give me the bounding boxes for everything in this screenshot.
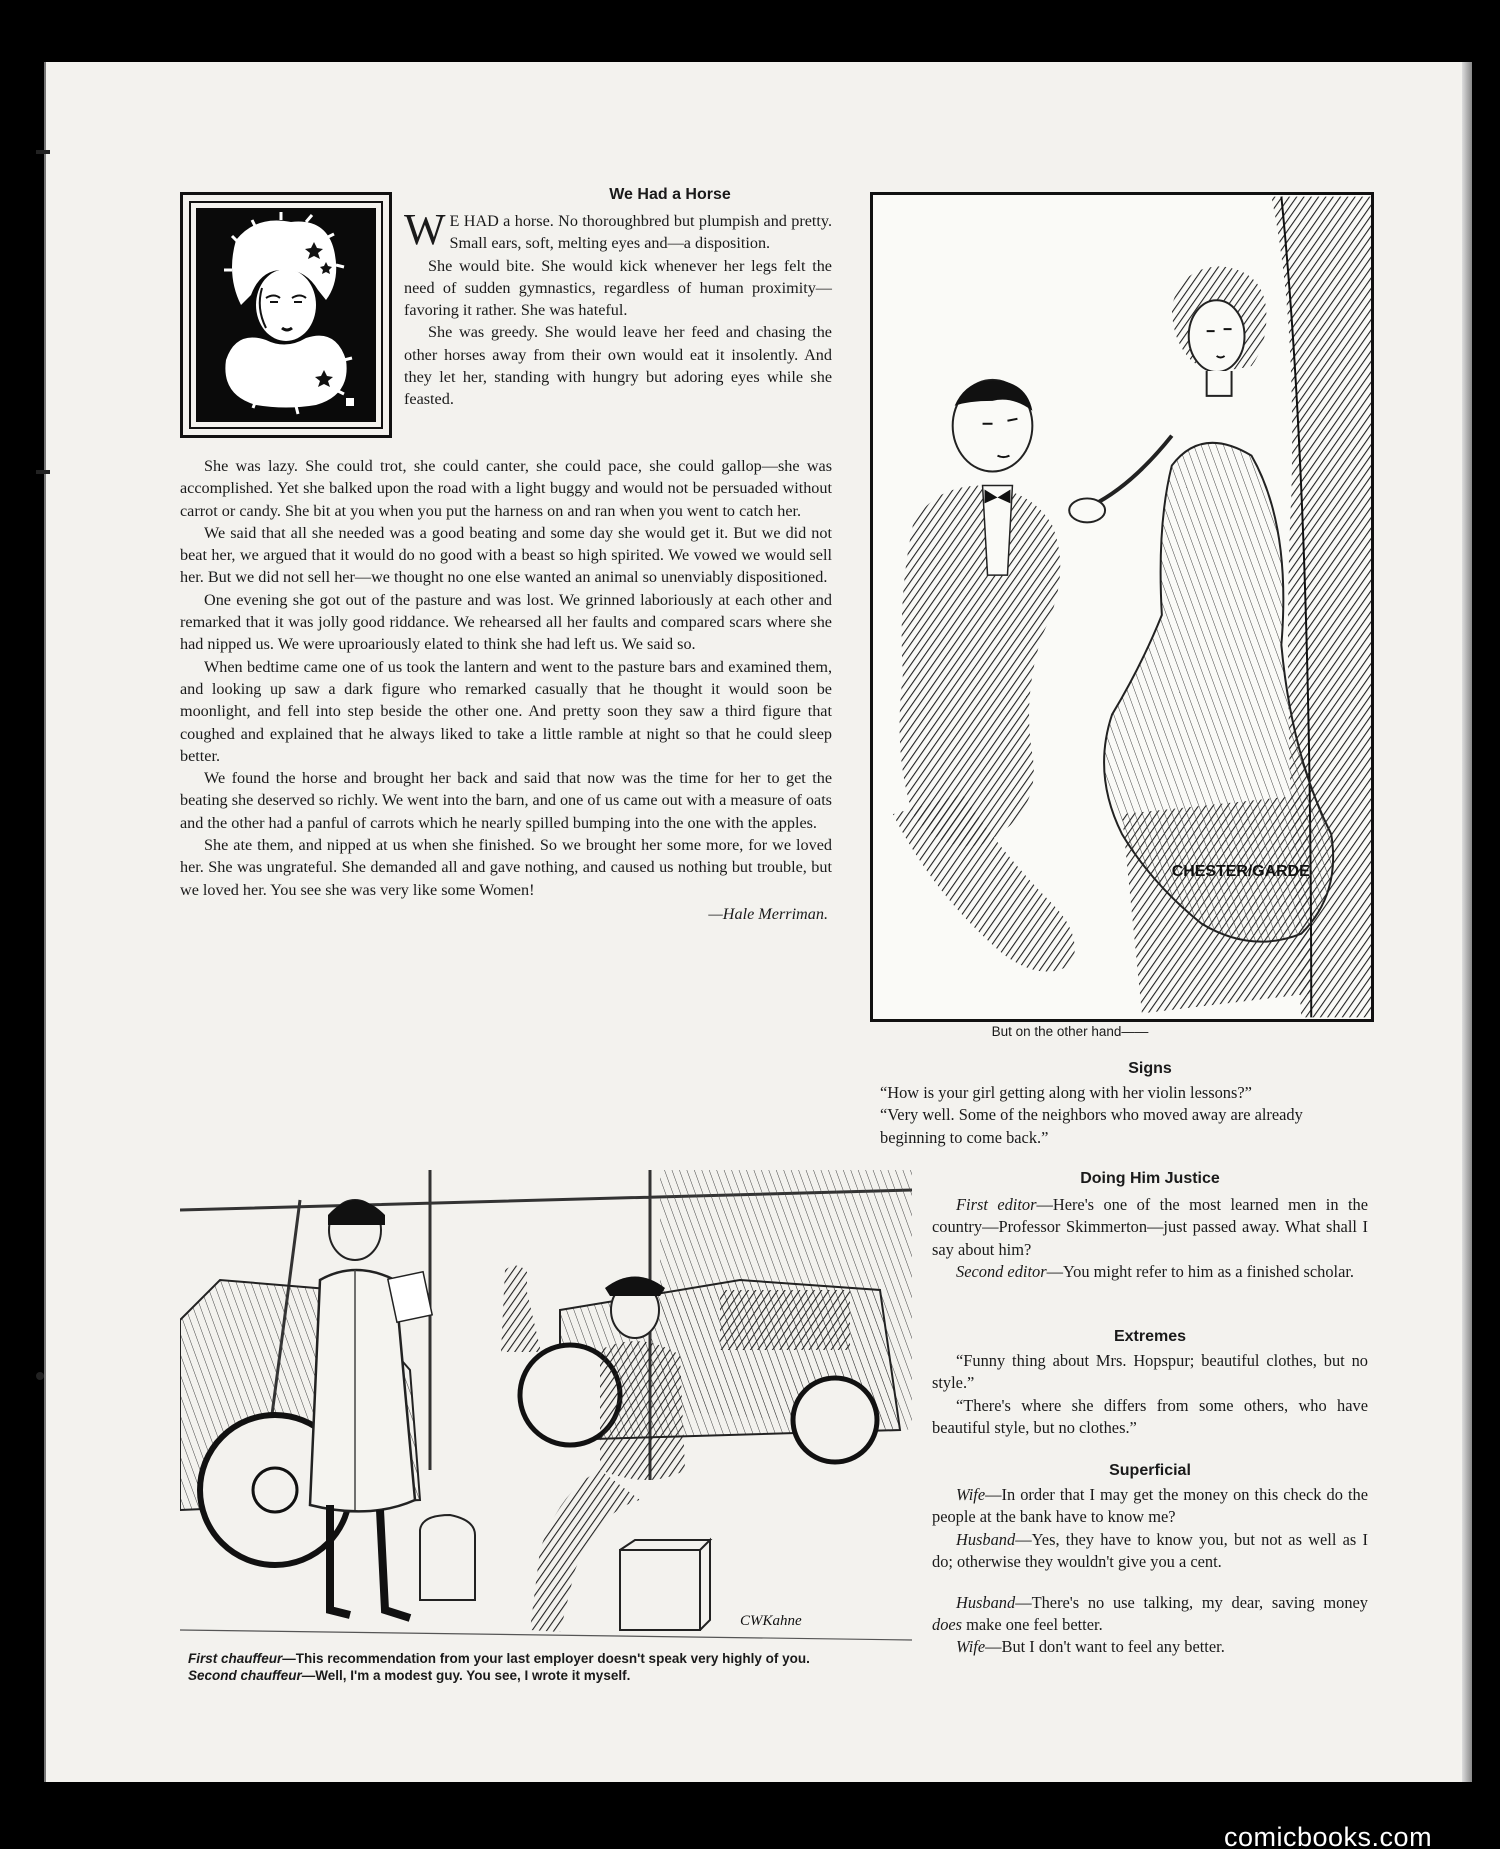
binding-mark [36, 470, 50, 474]
illustration-caption [188, 1650, 928, 1684]
superficial-joke [932, 1484, 1368, 1659]
joke-line: —There's no use talking, my dear, saving money [1015, 1592, 1368, 1612]
joke-line: —In order that I may get the money on this check do the people at the bank have to know me? [932, 1485, 1368, 1527]
woman-portrait-image [196, 208, 376, 422]
joke-line: make one feel better. [962, 1615, 1103, 1635]
justice-joke [932, 1194, 1368, 1284]
chauffeurs-illustration [180, 1160, 912, 1670]
joke-line: “Funny thing about Mrs. Hopspur; beautiful clothes, but no style.” [932, 1351, 1368, 1393]
story-paragraph: She was greedy. She would leave her feed and chasing the other horses away from their own would eat it insolently. And they let her, standing with hungry but adoring eyes while she feasted. [404, 323, 832, 409]
illustration-signature: CWKahne [740, 1613, 802, 1629]
story-column-wide [180, 455, 832, 925]
drop-cap: W [404, 205, 446, 254]
extremes-joke [932, 1350, 1368, 1440]
story-column-top [404, 205, 832, 411]
caption-line: —Well, I'm a modest guy. You see, I wrote it myself. [301, 1668, 631, 1683]
joke-line: —Yes, they have to know you, but not as well as I do; otherwise they wouldn't give you a cent. [932, 1529, 1368, 1572]
binding-mark [36, 1372, 44, 1380]
story-paragraph: We found the horse and brought her back and said that now was the time for her to get the beating she deserved so richly. We went into the barn, and one of us came out with a measure of oats and the other had a panful of carrots which he nearly spilled bumping into the one with the apples. [180, 769, 832, 832]
illustration-caption: But on the other hand—— [991, 1024, 1149, 1039]
story-title: We Had a Horse [609, 186, 731, 203]
story-byline: —Hale Merriman. [708, 904, 828, 923]
kneeling-man-illustration [870, 192, 1374, 1022]
speaker-label: First chauffeur [188, 1651, 283, 1666]
joke-line: —You might refer to him as a finished scholar. [1046, 1262, 1355, 1282]
binding-mark [36, 150, 50, 154]
joke-line: “How is your girl getting along with her violin lessons?” [880, 1083, 1252, 1102]
story-paragraph: She would bite. She would kick whenever her legs felt the need of sudden gymnastics, regardless of human proximity—favoring it rather. She was hateful. [404, 256, 832, 320]
extremes-title: Extremes [1113, 1328, 1187, 1345]
joke-line: —But I don't want to feel any better. [985, 1637, 1225, 1657]
speaker-label: Second editor [956, 1262, 1047, 1282]
joke-line: —Here's one of the most learned men in the country—Professor Skimmerton—just passed away. What shall I say about him? [932, 1195, 1368, 1259]
speaker-label: Wife [956, 1637, 986, 1657]
story-paragraph: E HAD a horse. No thoroughbred but plumpish and pretty. Small ears, soft, melting eyes and—a disposition. [449, 212, 832, 253]
story-paragraph: We said that all she needed was a good beating and some day she would get it. But we did not beat her, we argued that it would do no good with a beast so high spirited. We vowed we would sell her. But we did not sell her—we thought no one else wanted an animal so unenviably dispositioned. [180, 523, 832, 587]
site-watermark: comicbooks.com [1224, 1822, 1433, 1849]
story-paragraph: She was lazy. She could trot, she could canter, she could pace, she could gallop—she was accomplished. Yet she balked upon the road with a light buggy and would not be persuaded without carrot or candy. She bit at you when you put the harness on and ran when you went to catch her. [180, 457, 832, 520]
signs-joke [880, 1082, 1370, 1149]
story-paragraph: One evening she got out of the pasture and was lost. We grinned laboriously at each other and remarked that it was jolly good riddance. We rehearsed all her faults and compared scars where she had nipped us. We were uproariously elated to think she had left us. We said so. [180, 590, 832, 654]
story-paragraph: She ate them, and nipped at us when she finished. So we brought her some more, for we loved her. She was ungrateful. She demanded all and gave nothing, and caused us nothing but trouble, but we loved her. You see she was very like some Women! [180, 836, 832, 899]
speaker-label: Second chauffeur [188, 1668, 302, 1683]
caption-line: —This recommendation from your last employer doesn't speak very highly of you. [282, 1651, 810, 1666]
joke-line: “There's where she differs from some others, who have beautiful style, but no clothes.” [932, 1395, 1368, 1438]
page-edge-shadow [1462, 62, 1472, 1782]
speaker-label: First editor [956, 1195, 1037, 1214]
speaker-label: Wife [956, 1485, 986, 1504]
illustration-signature: CHESTER/GARDE [1171, 862, 1310, 880]
justice-title: Doing Him Justice [1080, 1170, 1220, 1187]
speaker-label: Husband [956, 1529, 1016, 1549]
signs-title: Signs [1128, 1060, 1172, 1077]
story-paragraph: When bedtime came one of us took the lantern and went to the pasture bars and examined them, and looking up saw a dark figure who remarked casually that he thought it would soon be moonlight, and fell into step beside the other one. And pretty soon they saw a third figure that coughed and explained that he always liked to take a little ramble at night so that he could sleep better. [180, 657, 832, 765]
superficial-title: Superficial [1109, 1462, 1191, 1479]
joke-line: “Very well. Some of the neighbors who moved away are already beginning to come back.” [880, 1105, 1303, 1147]
speaker-label: Husband [956, 1592, 1016, 1612]
portrait-vignette [180, 192, 392, 438]
emphasis-word: does [932, 1615, 963, 1635]
